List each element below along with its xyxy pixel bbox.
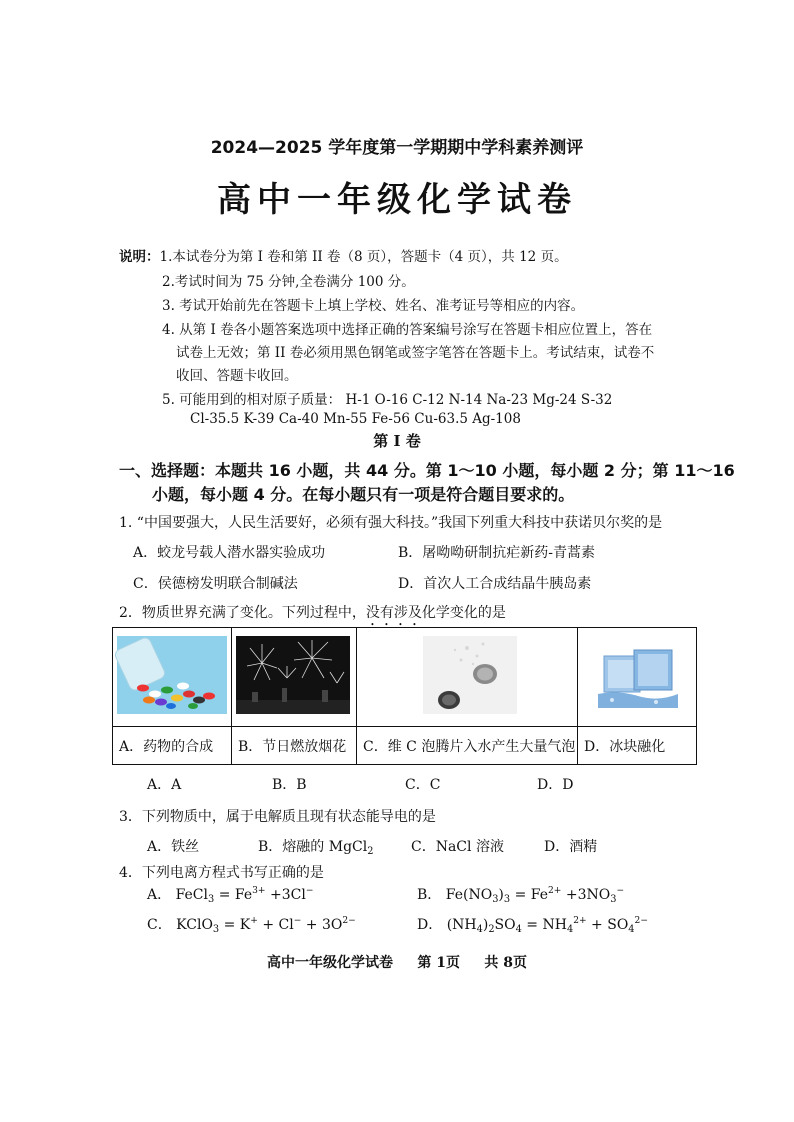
section-heading-line1: 一、选择题：本题共 16 小题，共 44 分。第 1～10 小题，每小题 2 分；第 11～16 bbox=[119, 461, 735, 480]
q2-image-table bbox=[112, 627, 697, 765]
q4-option-c-label: C． bbox=[147, 917, 172, 933]
effervescent-tablet-image bbox=[357, 628, 578, 727]
notes-label: 说明： bbox=[119, 249, 160, 265]
q4-option-c bbox=[147, 914, 356, 935]
q4-option-d bbox=[417, 914, 648, 935]
q3-option-d: D．酒精 bbox=[544, 839, 598, 855]
medicine-pills-image bbox=[113, 628, 232, 727]
question-2-stem bbox=[119, 602, 506, 629]
fireworks-image bbox=[232, 628, 357, 727]
q4-option-b-label: B． bbox=[417, 887, 442, 903]
q2-stem-pre: 2．物质世界充满了变化。下列过程中， bbox=[119, 605, 366, 621]
ice-cubes-image bbox=[578, 628, 697, 727]
page-footer: 高中一年级化学试卷 第 1页 共 8页 bbox=[267, 955, 527, 971]
q1-option-b: B．屠呦呦研制抗疟新药-青蒿素 bbox=[398, 545, 596, 561]
notes-item: 2.考试时间为 75 分钟,全卷满分 100 分。 bbox=[162, 274, 415, 290]
q2-answer-a: A．A bbox=[147, 777, 182, 793]
q4-option-b-equation: $Fe(NO_3)_3 = Fe^{2+} +3NO_3^-$ bbox=[445, 886, 625, 905]
q2-answer-b: B．B bbox=[272, 777, 307, 793]
exam-subtitle: 2024—2025 学年度第一学期期中学科素养测评 bbox=[210, 138, 584, 158]
q3-option-b bbox=[258, 836, 373, 857]
notes-item: 5. 可能用到的相对原子质量： H-1 O-16 C-12 N-14 Na-23 Mg-24 S-32 bbox=[162, 392, 613, 408]
question-3-stem: 3．下列物质中，属于电解质且现有状态能导电的是 bbox=[119, 809, 436, 825]
q2-caption-b: B．节日燃放烟花 bbox=[232, 727, 357, 765]
notes-item: 4. 从第 I 卷各小题答案选项中选择正确的答案编号涂写在答题卡相应位置上，答在 bbox=[162, 322, 653, 338]
question-4-stem: 4．下列电离方程式书写正确的是 bbox=[119, 865, 324, 881]
q2-answer-c: C．C bbox=[405, 777, 441, 793]
notes-item: 收回、答题卡收回。 bbox=[176, 368, 298, 384]
q1-option-c: C．侯德榜发明联合制碱法 bbox=[133, 576, 298, 592]
q4-option-d-equation: $(NH_4)_2SO_4 = NH_4^{2+} + SO_4^{2-}$ bbox=[446, 916, 648, 935]
q3-option-a: A．铁丝 bbox=[147, 839, 200, 855]
q1-option-a: A．蛟龙号载人潜水器实验成功 bbox=[133, 545, 326, 561]
q3-option-b-text: B．熔融的 MgCl bbox=[258, 839, 368, 855]
volume-label: 第 I 卷 bbox=[373, 432, 421, 450]
q3-option-c: C．NaCl 溶液 bbox=[411, 839, 504, 855]
q2-stem-emphasis: 没有涉及 bbox=[365, 605, 422, 621]
notes-line-1 bbox=[119, 245, 568, 265]
exam-title: 高中一年级化学试卷 bbox=[217, 180, 577, 220]
q4-option-d-label: D． bbox=[417, 917, 443, 933]
q2-caption-d: D．冰块融化 bbox=[578, 727, 697, 765]
notes-item: 3. 考试开始前先在答题卡上填上学校、姓名、准考证号等相应的内容。 bbox=[162, 298, 585, 314]
q1-option-d: D．首次人工合成结晶牛胰岛素 bbox=[398, 576, 592, 592]
q4-option-a-equation: FeCl$_3$ = $Fe^{3+} +3Cl^-$ bbox=[175, 886, 314, 905]
q4-option-a bbox=[147, 884, 313, 905]
q2-caption-a: A．药物的合成 bbox=[113, 727, 232, 765]
question-1-stem: 1. “中国要强大，人民生活要好，必须有强大科技。”我国下列重大科技中获诺贝尔奖的是 bbox=[119, 515, 663, 531]
q2-answer-d: D．D bbox=[537, 777, 574, 793]
q4-option-c-equation: KClO$_3$ = $K^+ + Cl^- + 3O^{2-}$ bbox=[176, 916, 356, 935]
section-heading-line2: 小题，每小题 4 分。在每小题只有一项是符合题目要求的。 bbox=[152, 485, 575, 504]
q4-option-b bbox=[417, 884, 624, 905]
notes-item: 试卷上无效；第 II 卷必须用黑色钢笔或签字笔答在答题卡上。考试结束，试卷不 bbox=[176, 345, 655, 361]
notes-item: Cl-35.5 K-39 Ca-40 Mn-55 Fe-56 Cu-63.5 Ag-108 bbox=[190, 411, 521, 427]
q3-option-b-subscript: 2 bbox=[367, 846, 374, 857]
notes-item: 1.本试卷分为第 I 卷和第 II 卷（8 页），答题卡（4 页），共 12 页。 bbox=[159, 249, 568, 265]
q2-caption-c: C．维 C 泡腾片入水产生大量气泡 bbox=[357, 727, 578, 765]
q4-option-a-label: A． bbox=[147, 887, 172, 903]
q2-stem-post: 化学变化的是 bbox=[421, 605, 506, 621]
